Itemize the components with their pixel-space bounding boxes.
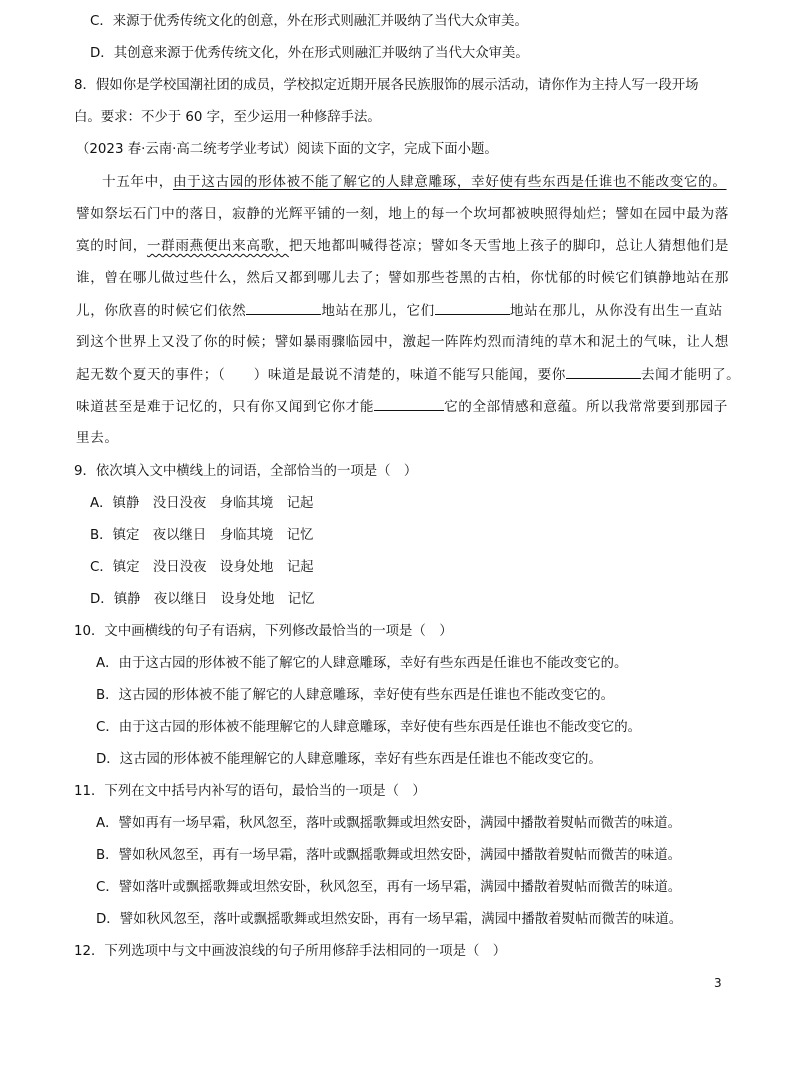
passage-line-3 (76, 236, 729, 256)
passage-line-7 (76, 364, 740, 385)
q7-option-c: C．来源于优秀传统文化的创意，外在形式则融汇并吸纳了当代大众审美。 (90, 14, 528, 29)
passage-text: 儿，你欣喜的时候它们依然 (76, 303, 247, 319)
q9-option-d: D．镇静 夜以继日 设身处地 记忆 (90, 592, 315, 607)
passage-line-1 (102, 172, 727, 192)
q9-option-a: A．镇静 没日没夜 身临其境 记起 (90, 496, 314, 511)
fill-blank-4 (374, 396, 444, 411)
q12-stem: 12．下列选项中与文中画波浪线的句子所用修辞手法相同的一项是（ ） (74, 944, 507, 959)
passage-text: 它的全部情感和意蕴。所以我常常要到那园子 (444, 399, 728, 415)
passage-line-6: 到这个世界上又没了你的时候；譬如暴雨骤临园中，激起一阵阵灼烈而清纯的草木和泥土的气味，让人想 (76, 334, 729, 350)
q8-stem-line2: 白。要求：不少于 60 字，至少运用一种修辞手法。 (74, 110, 381, 125)
wavy-underlined-sentence: 一群雨燕便出来高歌， (146, 238, 289, 254)
q8-stem-line1: 8．假如你是学校国潮社团的成员，学校拟定近期开展各民族服饰的展示活动，请你作为主持人写一段开场 (74, 78, 699, 93)
passage-source: （2023 春·云南·高二统考学业考试）阅读下面的文字，完成下面小题。 (76, 142, 498, 157)
page-number: 3 (714, 976, 722, 990)
q10-option-d: D．这古园的形体被不能理解它的人肆意雕琢，幸好有些东西是任谁也不能改变它的。 (96, 752, 602, 767)
passage-text: 地站在那儿，它们 (321, 303, 435, 319)
fill-blank-2 (435, 300, 510, 315)
passage-text: 地站在那儿，从你没有出生一直站 (509, 303, 723, 319)
q11-option-b: B．譬如秋风忽至，再有一场早霜，落叶或飘摇歌舞或坦然安卧，满园中播散着熨帖而微苦的味道。 (96, 848, 681, 863)
q10-option-c: C．由于这古园的形体被不能理解它的人肆意雕琢，幸好使有些东西是任谁也不能改变它的。 (96, 720, 641, 735)
q10-option-b: B．这古园的形体被不能了解它的人肆意雕琢，幸好使有些东西是任谁也不能改变它的。 (96, 688, 615, 703)
q10-stem: 10．文中画横线的句子有语病，下列修改最恰当的一项是（ ） (74, 624, 453, 639)
q9-option-b: B．镇定 夜以继日 身临其境 记忆 (90, 528, 314, 543)
passage-text: 味道甚至是难于记忆的，只有你又闻到它你才能 (76, 399, 375, 415)
q9-option-c: C．镇定 没日没夜 设身处地 记起 (90, 560, 314, 575)
passage-text: 把天地都叫喊得苍凉；譬如冬天雪地上孩子的脚印，总让人猜想他们是 (288, 238, 729, 254)
q10-option-a: A．由于这古园的形体被不能了解它的人肆意雕琢，幸好有些东西是任谁也不能改变它的。 (96, 656, 628, 671)
passage-line-2: 譬如祭坛石门中的落日，寂静的光辉平铺的一刻，地上的每一个坎坷都被映照得灿烂；譬如在园中最为落 (76, 206, 729, 222)
fill-blank-1 (246, 300, 321, 315)
passage-line-8 (76, 396, 728, 417)
passage-text: 寞的时间， (76, 238, 147, 254)
passage-line-5 (76, 300, 723, 321)
underlined-sentence: 由于这古园的形体被不能了解它的人肆意雕琢，幸好使有些东西是任谁也不能改变它的。 (172, 174, 727, 190)
passage-text: 十五年中， (102, 174, 173, 190)
passage-line-4: 谁，曾在哪儿做过些什么，然后又都到哪儿去了；譬如那些苍黑的古柏，你忧郁的时候它们镇静地站在那 (76, 270, 729, 286)
passage-text: 去闻才能明了。 (640, 367, 741, 383)
q11-stem: 11．下列在文中括号内补写的语句，最恰当的一项是（ ） (74, 784, 426, 799)
fill-blank-3 (566, 364, 641, 379)
passage-line-9: 里去。 (76, 430, 119, 446)
q7-option-d: D．其创意来源于优秀传统文化，外在形式则融汇并吸纳了当代大众审美。 (90, 46, 529, 61)
q11-option-c: C．譬如落叶或飘摇歌舞或坦然安卧，秋风忽至，再有一场早霜，满园中播散着熨帖而微苦的味道。 (96, 880, 682, 895)
q9-stem: 9．依次填入文中横线上的词语，全部恰当的一项是（ ） (74, 464, 418, 479)
passage-text: 起无数个夏天的事件；（ ）味道是最说不清楚的，味道不能写只能闻，要你 (76, 367, 566, 383)
q11-option-a: A．譬如再有一场早霜，秋风忽至，落叶或飘摇歌舞或坦然安卧，满园中播散着熨帖而微苦的味道。 (96, 816, 681, 831)
q11-option-d: D．譬如秋风忽至，落叶或飘摇歌舞或坦然安卧，再有一场早霜，满园中播散着熨帖而微苦的味道。 (96, 912, 683, 927)
